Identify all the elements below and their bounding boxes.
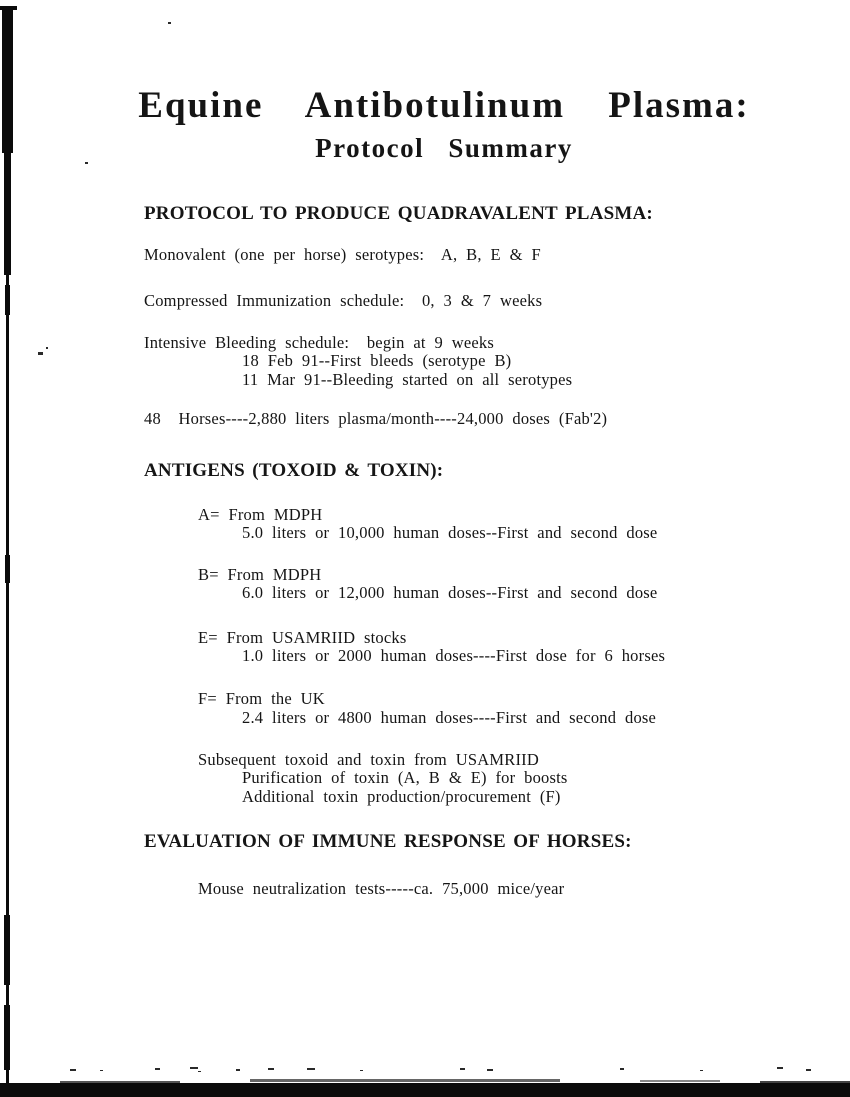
scan-bottom-fringe [640,1080,720,1082]
document-title-block [135,84,753,165]
scan-speckle [460,1068,465,1070]
section-heading-evaluation: EVALUATION OF IMMUNE RESPONSE OF HORSES: [144,831,632,852]
scan-speckle [268,1068,274,1070]
scan-speckle [85,162,88,164]
doc-line-intensive: Intensive Bleeding schedule: begin at 9 weeks [144,333,494,352]
scan-bottom-fringe [250,1079,560,1082]
scan-bottom-fringe [60,1081,180,1083]
doc-line-antigen-e-dose: 1.0 liters or 2000 human doses----First dose for 6 horses [242,646,666,665]
document-subtitle: Protocol Summary [315,133,573,163]
scan-speckle [190,1067,198,1069]
scan-speckle [168,22,171,24]
doc-line-subsequent: Subsequent toxoid and toxin from USAMRIID [198,750,539,769]
section-heading-antigens: ANTIGENS (TOXOID & TOXIN): [144,460,444,481]
scan-speckle [307,1068,315,1070]
scan-speckle [236,1069,240,1071]
doc-line-antigen-f: F= From the UK [198,689,325,708]
scan-left-bar-bump [5,285,10,315]
doc-line-purification: Purification of toxin (A, B & E) for boosts [242,768,568,787]
scan-speckle [806,1069,811,1071]
scan-speckle [70,1069,76,1071]
scan-left-bar-bump [4,1005,10,1070]
scan-bottom-bar [0,1083,850,1097]
doc-line-monovalent: Monovalent (one per horse) serotypes: A, B, E & F [144,245,541,264]
doc-line-antigen-b-dose: 6.0 liters or 12,000 human doses--First and second dose [242,583,658,602]
scan-top-tick [0,6,17,10]
doc-line-mouse-tests: Mouse neutralization tests-----ca. 75,000 mice/year [198,879,565,898]
doc-line-additional: Additional toxin production/procurement (F) [242,787,561,806]
doc-line-first-bleeds: 18 Feb 91--First bleeds (serotype B) [242,351,512,370]
scan-left-bar-bump [4,915,10,985]
scan-speckle [198,1071,201,1072]
scan-bottom-fringe [760,1081,850,1083]
scan-speckle [100,1070,103,1071]
document-title: Equine Antibotulinum Plasma: [138,85,750,126]
doc-line-antigen-f-dose: 2.4 liters or 4800 human doses----First and second dose [242,708,657,727]
scan-speckle [487,1069,493,1071]
doc-line-antigen-e: E= From USAMRIID stocks [198,628,407,647]
section-heading-protocol: PROTOCOL TO PRODUCE QUADRAVALENT PLASMA: [144,203,653,224]
scan-speckle [360,1070,363,1071]
doc-line-antigen-b: B= From MDPH [198,565,322,584]
doc-line-antigen-a-dose: 5.0 liters or 10,000 human doses--First and second dose [242,523,658,542]
doc-line-bleeding-started: 11 Mar 91--Bleeding started on all serotypes [242,370,573,389]
scan-left-bar-bump [5,555,10,583]
doc-line-horses-summary: 48 Horses----2,880 liters plasma/month----24,000 doses (Fab'2) [144,409,608,428]
doc-line-compressed: Compressed Immunization schedule: 0, 3 & 7 weeks [144,291,543,310]
scan-speckle [38,352,43,355]
scan-speckle [700,1070,703,1071]
doc-line-antigen-a: A= From MDPH [198,505,323,524]
scan-speckle [620,1068,624,1070]
scan-speckle [777,1067,783,1069]
scan-speckle [155,1068,160,1070]
scan-speckle [46,347,48,349]
